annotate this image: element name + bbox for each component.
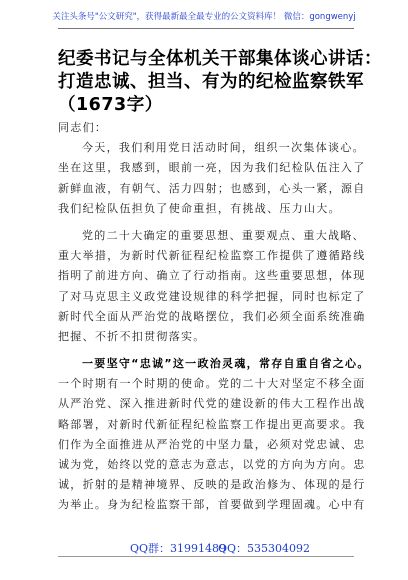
paragraph-line: 一个时期有一个时期的使命。党的二十大对坚定不移全面 <box>58 377 366 391</box>
paragraph-line: 了对马克思主义政党建设规律的科学把握，同时也标定了 <box>58 289 366 303</box>
paragraph-line: 坐在这里，我感到，眼前一亮，因为我们纪检队伍注入了 <box>58 161 366 175</box>
title-line-1: 纪委书记与全体机关干部集体谈心讲话： <box>58 49 382 69</box>
title-line-2: 打造忠诚、担当、有为的纪检监察铁军 <box>58 72 364 92</box>
header-divider <box>58 28 354 29</box>
paragraph-line: 今天，我们利用党日活动时间，组织一次集体谈心。 <box>82 141 365 155</box>
paragraph-line: 诚为党，始终以党的意志为意志，以党的方向为方向。忠 <box>58 458 366 471</box>
paragraph-line: 为举止。身为纪检监察干部，首要做到学理固魂。心中有 <box>58 498 366 512</box>
document-title <box>58 48 382 117</box>
salutation: 同志们： <box>58 121 108 134</box>
paragraph-line: 把握、不折不扣贯彻落实。 <box>58 329 206 343</box>
document-body <box>58 118 370 516</box>
title-line-3: （1673字） <box>58 95 163 115</box>
paragraph-line: 新时代全面从严治党的战略摆位，我们必须全面系统准确 <box>58 309 366 323</box>
paragraph-line: 略部署，对新时代新征程纪检监察工作提出更高要求。我 <box>58 417 366 431</box>
paragraph-line: 新鲜血液，有朝气、活力四射；也感到，心头一紧，源自 <box>58 181 366 195</box>
paragraph-line: 党的二十大确定的重要思想、重要观点、重大战略、 <box>82 228 365 242</box>
paragraph-line: 们作为全面推进从严治党的中坚力量，必须对党忠诚、忠 <box>58 437 366 451</box>
paragraph-line: 从严治党、深入推进新时代党的建设新的伟大工程作出战 <box>58 397 366 411</box>
paragraph-line: 诚，折射的是精神境界、反映的是政治修为、体现的是行 <box>58 478 366 492</box>
paragraph-line: 重大举措，为新时代新征程纪检监察工作提供了遵循路线 <box>58 249 366 263</box>
paragraph-line: 我们纪检队伍担负了使命重担，有挑战、压力山大。 <box>58 201 341 215</box>
header-notice: 关注头条号"公文研究"，获得最新最全最专业的公文资料库！ 微信：gongwenyj <box>52 12 356 22</box>
qq-group-number: QQ群：31991489 <box>130 542 227 555</box>
footer-divider <box>58 556 354 557</box>
section-heading: 一要坚守“忠诚”这一政治灵魂，常存自重自省之心。 <box>82 357 370 371</box>
paragraph-line: 指明了前进方向、确立了行动指南。这些重要思想，体现 <box>58 269 366 283</box>
qq-number: QQ：535304092 <box>218 542 311 555</box>
